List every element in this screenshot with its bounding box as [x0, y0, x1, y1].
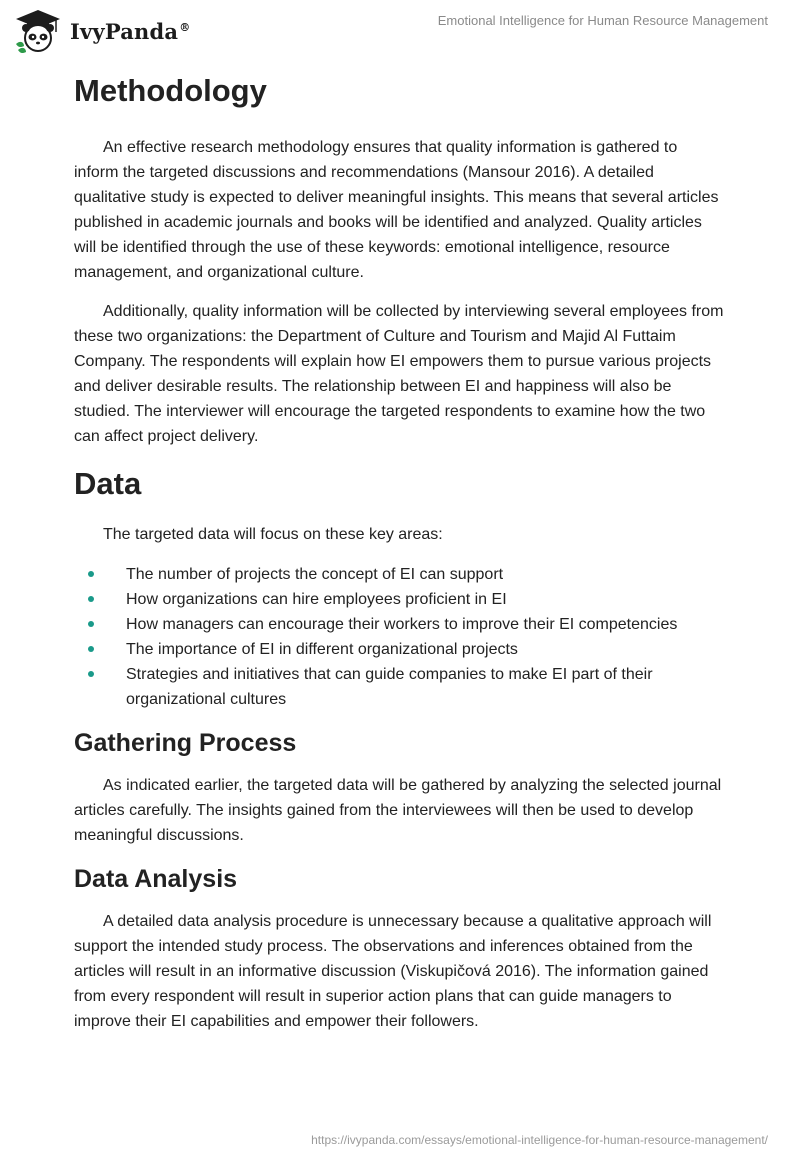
bullet-icon: [88, 571, 94, 577]
methodology-paragraph-1: An effective research methodology ensures that quality information is gathered to inform the targeted discussions and recommendations (Mansour 2016). A detailed qualitative study is expected to deliver meaningful insights. This means that several articles published in academic journals and books will be identified and analyzed. Quality articles will be identified through the use of these keywords: emotional intelligence, resource management, and organizational culture.: [74, 139, 719, 281]
gathering-paragraph: As indicated earlier, the targeted data will be gathered by analyzing the selected journal articles carefully. The insights gained from the interviewees will then be used to develop meaningful discussions.: [74, 777, 722, 844]
heading-data: Data: [74, 466, 142, 501]
source-url[interactable]: https://ivypanda.com/essays/emotional-intelligence-for-human-resource-management/: [311, 1133, 768, 1147]
list-item: [74, 562, 726, 587]
heading-data-analysis: Data Analysis: [74, 865, 238, 893]
registered-mark: ®: [179, 20, 191, 34]
list-item-text: The importance of EI in different organizational projects: [126, 641, 518, 658]
logo-text: IvyPanda: [70, 18, 179, 44]
panda-graduate-icon: [12, 8, 64, 54]
list-item: [74, 637, 726, 662]
heading-methodology: Methodology: [74, 73, 267, 108]
page-header: [0, 0, 800, 64]
list-item: [74, 612, 726, 637]
bullet-icon: [88, 621, 94, 627]
list-item-text: Strategies and initiatives that can guide companies to make EI part of their organizational cultures: [126, 666, 653, 708]
list-item: [74, 587, 726, 612]
heading-gathering-process: Gathering Process: [74, 729, 297, 757]
list-item-text: The number of projects the concept of EI can support: [126, 566, 504, 583]
bullet-icon: [88, 596, 94, 602]
methodology-paragraph-2: Additionally, quality information will be collected by interviewing several employees from these two organizations: the Department of Culture and Tourism and Majid Al Futtaim Company. The respondents will explain how EI empowers them to pursue various projects and deliver desirable results. The relationship between EI and happiness will also be studied. The interviewer will encourage the targeted respondents to examine how the two can affect project delivery.: [74, 303, 724, 445]
analysis-paragraph: A detailed data analysis procedure is unnecessary because a qualitative approach will support the intended study process. The observations and inferences obtained from the articles will result in an informative discussion (Viskupičová 2016). The information gained from every respondent will result in superior action plans that can guide managers to improve their EI capabilities and empower their followers.: [74, 913, 712, 1030]
list-item-text: How organizations can hire employees proficient in EI: [126, 591, 507, 608]
essay-content: [74, 72, 726, 1034]
list-item-text: How managers can encourage their workers to improve their EI competencies: [126, 616, 678, 633]
list-item: [74, 662, 726, 712]
data-intro-paragraph: The targeted data will focus on these key areas:: [103, 526, 443, 543]
document-title: Emotional Intelligence for Human Resource Management: [437, 13, 768, 28]
bullet-icon: [88, 646, 94, 652]
bullet-icon: [88, 671, 94, 677]
logo-wordmark: [70, 19, 190, 44]
key-areas-list: [74, 562, 726, 712]
ivypanda-logo[interactable]: [12, 8, 190, 54]
